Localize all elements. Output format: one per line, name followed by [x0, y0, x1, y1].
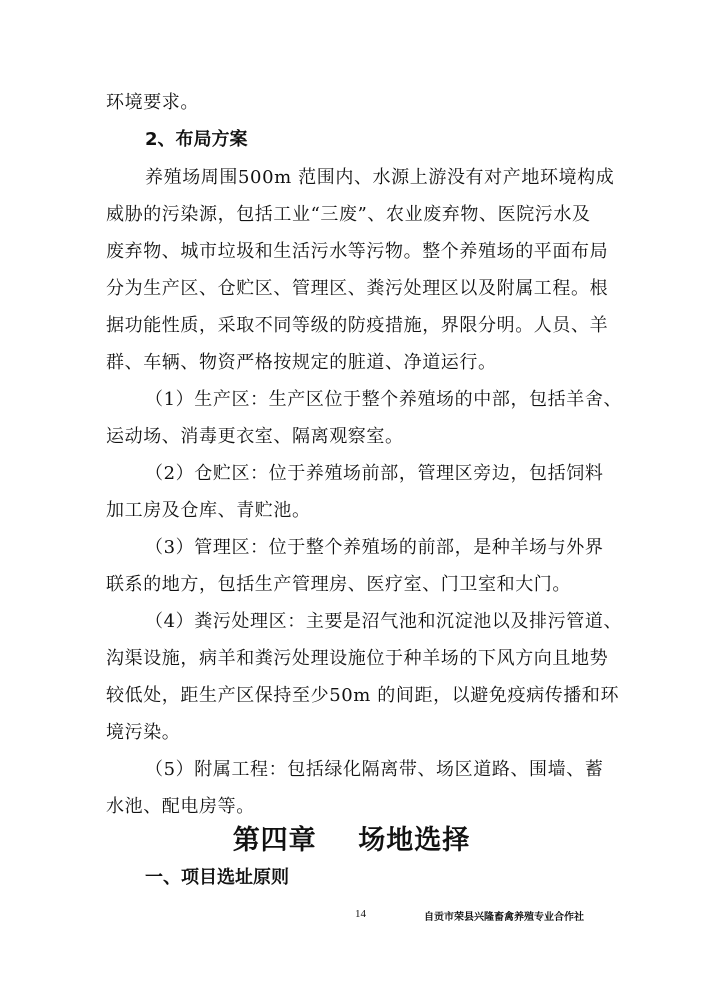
- paragraph-line: （2）仓贮区：位于养殖场前部，管理区旁边，包括饲料: [145, 463, 604, 484]
- footer-organization: 自贡市荣县兴隆畜禽养殖专业合作社: [424, 912, 584, 923]
- chapter-title: 第四章 场地选择: [232, 825, 471, 856]
- paragraph-line: （4）粪污处理区：主要是沼气池和沉淀池以及排污管道、: [145, 611, 623, 632]
- paragraph-line: （3）管理区：位于整个养殖场的前部，是种羊场与外界: [145, 537, 604, 558]
- paragraph-line: 加工房及仓库、青贮池。: [106, 500, 311, 521]
- paragraph-line: 养殖场周围500m 范围内、水源上游没有对产地环境构成: [145, 167, 615, 188]
- section-heading: 一、项目选址原则: [145, 867, 289, 888]
- paragraph-line: 分为生产区、仓贮区、管理区、粪污处理区以及附属工程。根: [106, 278, 609, 299]
- paragraph-line: 群、车辆、物资严格按规定的脏道、净道运行。: [106, 352, 497, 373]
- paragraph-line: （1）生产区：生产区位于整个养殖场的中部，包括羊舍、: [145, 389, 623, 410]
- paragraph-line: 废弃物、城市垃圾和生活污水等污物。整个养殖场的平面布局: [106, 241, 609, 262]
- subsection-heading: 2、布局方案: [145, 129, 248, 150]
- paragraph-line: 运动场、消毒更衣室、隔离观察室。: [106, 426, 404, 447]
- paragraph-line: 据功能性质，采取不同等级的防疫措施，界限分明。人员、羊: [106, 315, 609, 336]
- paragraph-line: 境污染。: [106, 722, 181, 743]
- paragraph-line: 环境要求。: [106, 92, 199, 113]
- paragraph-line: 水池、配电房等。: [106, 796, 255, 817]
- page-number: 14: [355, 908, 366, 920]
- paragraph-line: 较低处，距生产区保持至少50m 的间距，以避免疫病传播和环: [106, 685, 620, 706]
- paragraph-line: 沟渠设施，病羊和粪污处理设施位于种羊场的下风方向且地势: [106, 648, 609, 669]
- paragraph-line: （5）附属工程：包括绿化隔离带、场区道路、围墙、蓄: [145, 759, 604, 780]
- paragraph-line: 联系的地方，包括生产管理房、医疗室、门卫室和大门。: [106, 574, 571, 595]
- paragraph-line: 威胁的污染源，包括工业“三废”、农业废弃物、医院污水及: [106, 204, 591, 225]
